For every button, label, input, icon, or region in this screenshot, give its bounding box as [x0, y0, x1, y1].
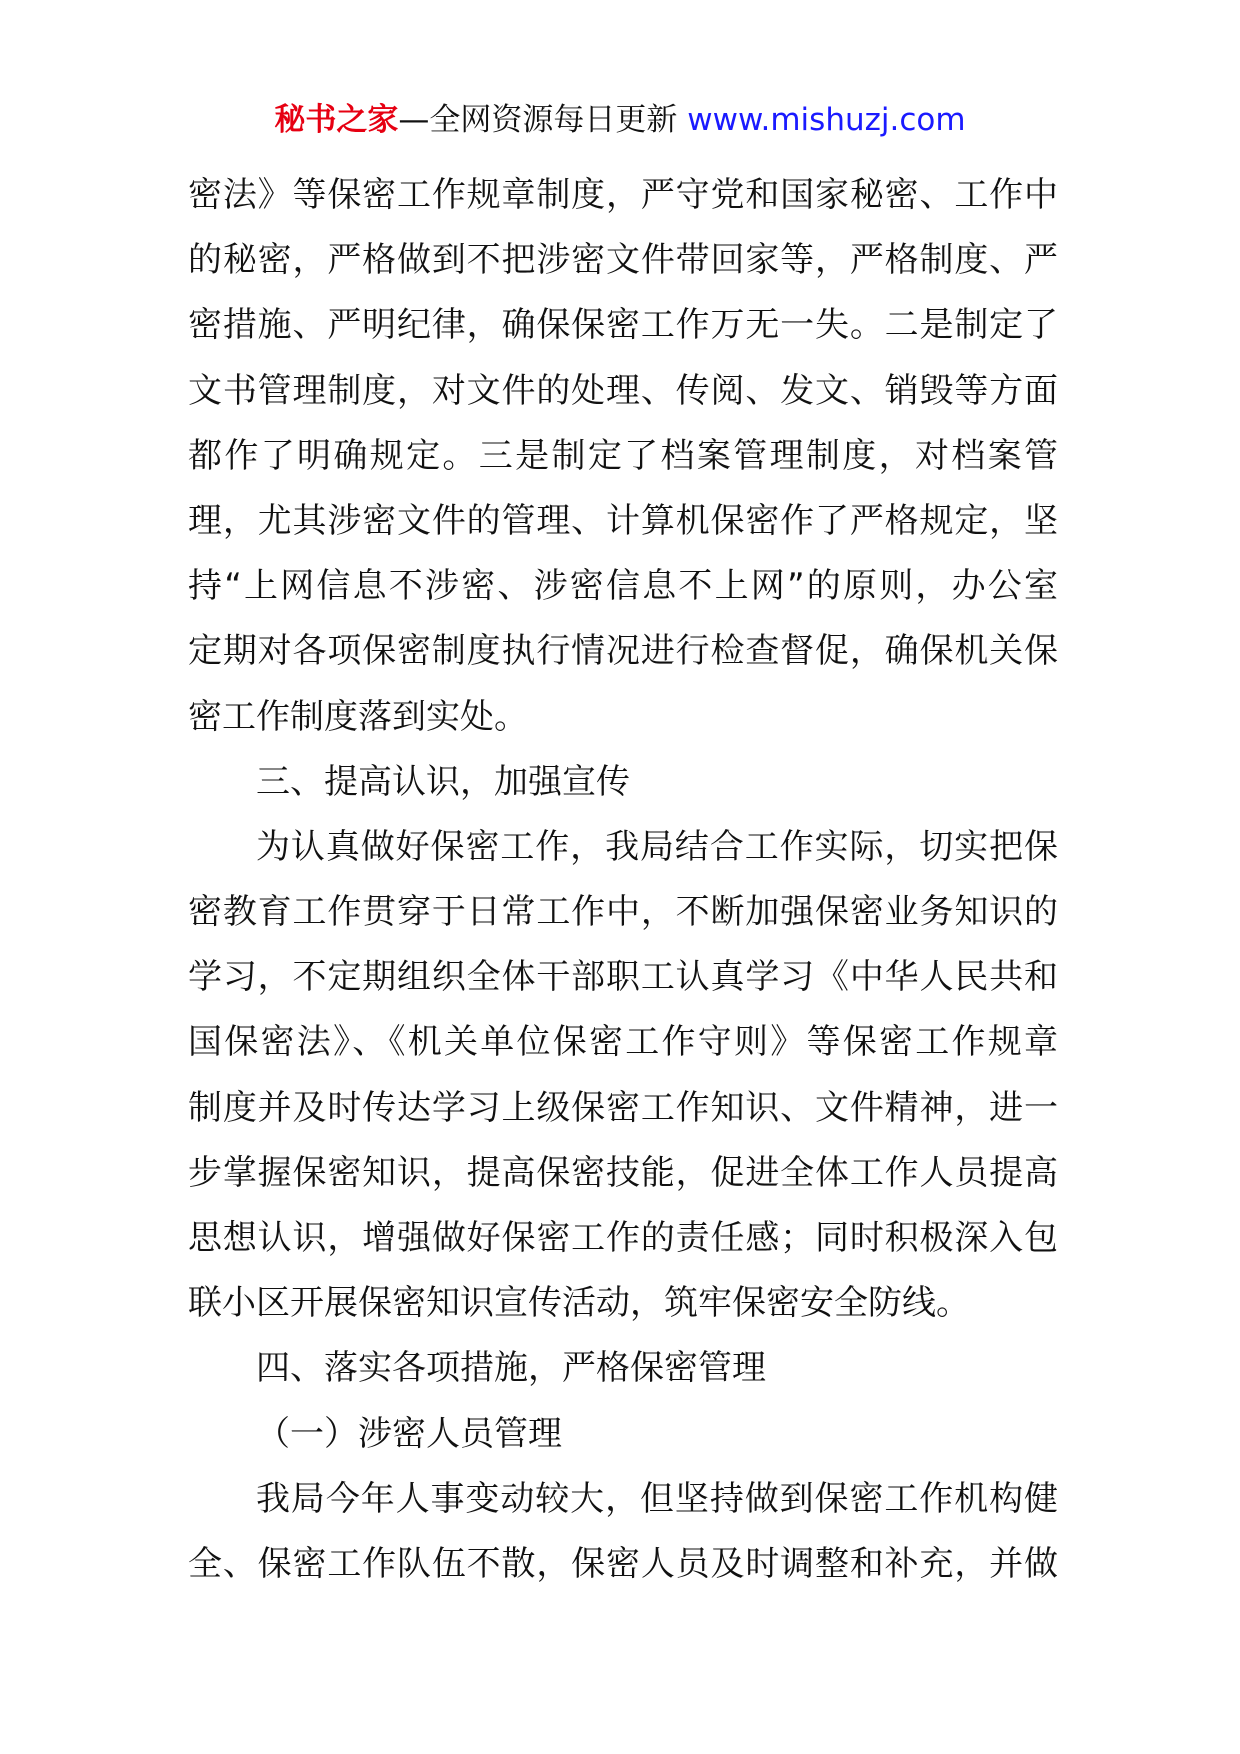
paragraph-line: 的秘密，严格做到不把涉密文件带回家等，严格制度、严: [188, 240, 1058, 281]
site-header: [0, 100, 1240, 140]
paragraph-line: 全、保密工作队伍不散，保密人员及时调整和补充，并做: [188, 1543, 1058, 1584]
paragraph-line: 理，尤其涉密文件的管理、计算机保密作了严格规定，坚: [188, 500, 1058, 541]
paragraph-line: 文书管理制度，对文件的处理、传阅、发文、销毁等方面: [188, 370, 1058, 411]
site-tagline: —全网资源每日更新: [398, 102, 678, 138]
site-url-link[interactable]: www.mishuzj.com: [687, 102, 966, 138]
paragraph-line: 联小区开展保密知识宣传活动，筑牢保密安全防线。: [188, 1283, 970, 1324]
section-heading: 四、落实各项措施，严格保密管理: [256, 1348, 766, 1389]
subsection-heading: （一）涉密人员管理: [256, 1413, 562, 1454]
paragraph-line: 密法》等保密工作规章制度，严守党和国家秘密、工作中: [188, 175, 1058, 215]
section-heading: 三、提高认识，加强宣传: [256, 761, 630, 802]
paragraph-line: 密教育工作贯穿于日常工作中，不断加强保密业务知识的: [188, 892, 1058, 933]
paragraph-line: 都作了明确规定。三是制定了档案管理制度，对档案管: [188, 435, 1058, 476]
paragraph-line: 密措施、严明纪律，确保保密工作万无一失。二是制定了: [188, 305, 1058, 346]
document-body: [188, 163, 1058, 1597]
site-brand: 秘书之家: [274, 102, 399, 138]
paragraph-line: 制度并及时传达学习上级保密工作知识、文件精神，进一: [188, 1087, 1058, 1128]
paragraph-line: 持“上网信息不涉密、涉密信息不上网”的原则，办公室: [188, 566, 1058, 607]
paragraph-line: 为认真做好保密工作，我局结合工作实际，切实把保: [256, 826, 1058, 867]
paragraph-line: 学习，不定期组织全体干部职工认真学习《中华人民共和: [188, 957, 1058, 998]
paragraph-line: 步掌握保密知识，提高保密技能，促进全体工作人员提高: [188, 1152, 1058, 1193]
paragraph-line: 定期对各项保密制度执行情况进行检查督促，确保机关保: [188, 631, 1058, 672]
paragraph-line: 我局今年人事变动较大，但坚持做到保密工作机构健: [256, 1478, 1058, 1519]
paragraph-line: 思想认识，增强做好保密工作的责任感；同时积极深入包: [188, 1218, 1058, 1258]
paragraph-line: 密工作制度落到实处。: [188, 696, 528, 737]
paragraph-line: 国保密法》、《机关单位保密工作守则》等保密工作规章: [188, 1022, 1058, 1063]
